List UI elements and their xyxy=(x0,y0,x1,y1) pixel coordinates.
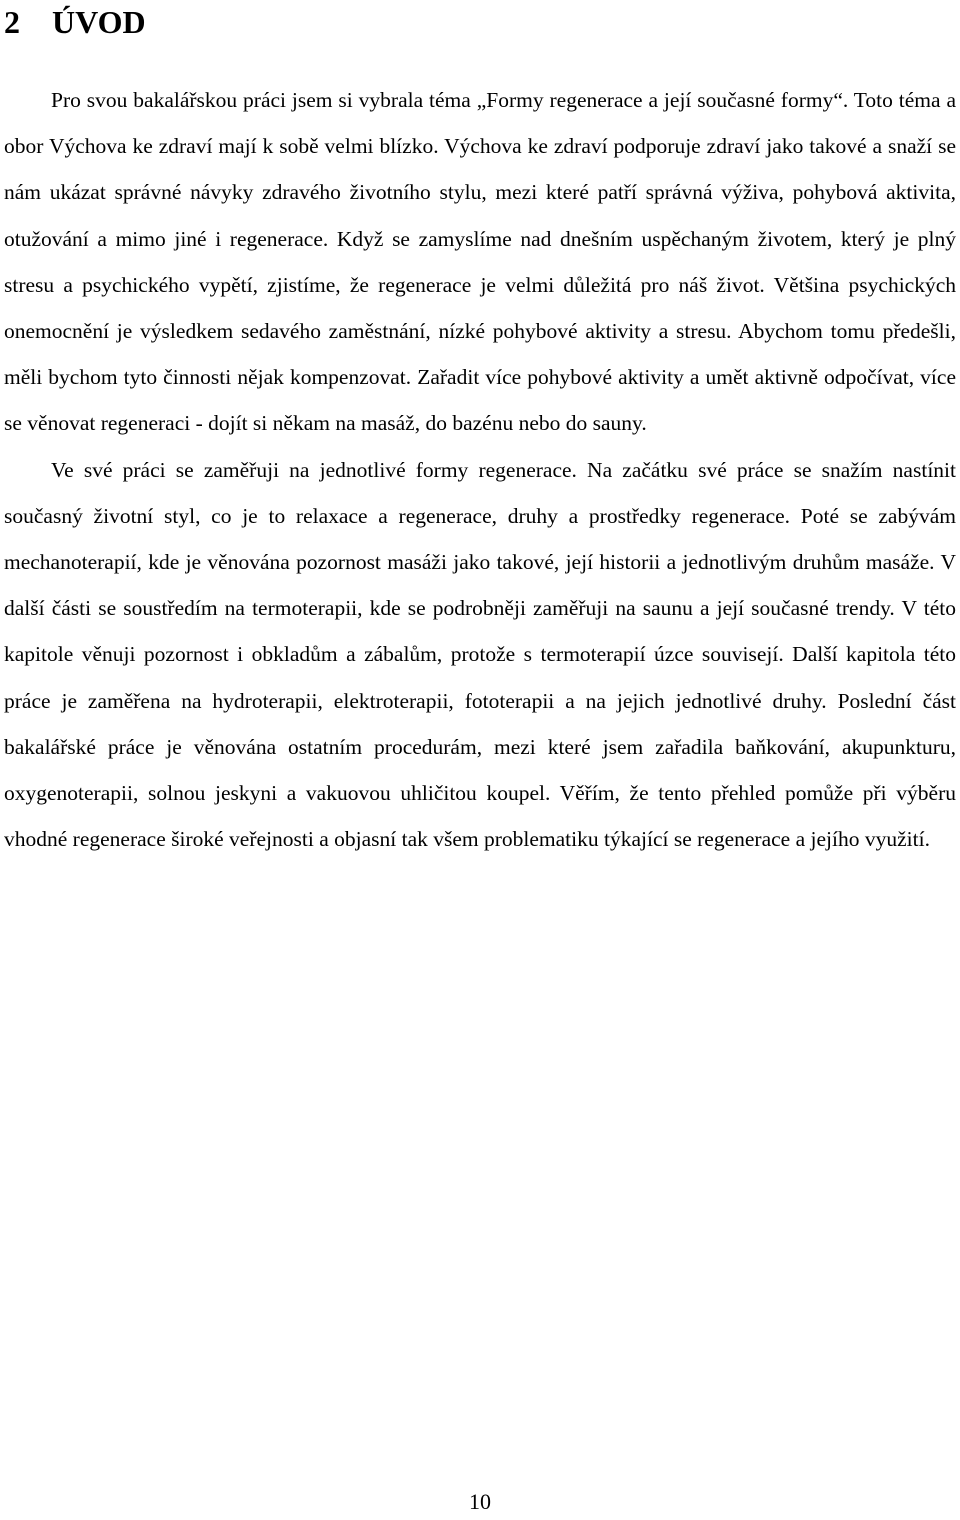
chapter-number: 2 xyxy=(4,4,20,40)
chapter-title: ÚVOD xyxy=(52,4,146,40)
paragraph: Ve své práci se zaměřuji na jednotlivé formy regenerace. Na začátku své práce se snažím nastínit současný životní styl, co je to relaxace a regenerace, druhy a prostředky regenerace. Poté se zabývám mechanoterapií, kde je věnována pozornost masáži jako takové, její historii a jednotlivým druhům masáže. V další části se soustředím na termoterapii, kde se podrobněji zaměřuji na saunu a její současné trendy. V této kapitole věnuji pozornost i obkladům a zábalům, protože s termoterapií úzce souvisejí. Další kapitola této práce je zaměřena na hydroterapii, elektroterapii, fototerapii a na jejich jednotlivé druhy. Poslední část bakalářské práce je věnována ostatním procedurám, mezi které jsem zařadila baňkování, akupunkturu, oxygenoterapii, solnou jeskyni a vakuovou uhličitou koupel. Věřím, že tento přehled pomůže při výběru vhodné regenerace široké veřejnosti a objasní tak všem problematiku týkající se regenerace a jejího využití. xyxy=(4,457,956,852)
body-text xyxy=(4,77,956,862)
paragraph: Pro svou bakalářskou práci jsem si vybrala téma „Formy regenerace a její současné formy“. Toto téma a obor Výchova ke zdraví mají k sobě velmi blízko. Výchova ke zdraví podporuje zdraví jako takové a snaží se nám ukázat správné návyky zdravého životního stylu, mezi které patří správná výživa, pohybová aktivita, otužování a mimo jiné i regenerace. Když se zamyslíme nad dnešním uspěchaným životem, který je plný stresu a psychického vypětí, zjistíme, že regenerace je velmi důležitá pro náš život. Většina psychických onemocnění je výsledkem sedavého zaměstnání, nízké pohybové aktivity a stresu. Abychom tomu předešli, měli bychom tyto činnosti nějak kompenzovat. Zařadit více pohybové aktivity a umět aktivně odpočívat, více se věnovat regeneraci - dojít si někam na masáž, do bazénu nebo do sauny. xyxy=(4,88,956,436)
chapter-heading xyxy=(4,4,146,40)
page-number: 10 xyxy=(469,1489,491,1514)
